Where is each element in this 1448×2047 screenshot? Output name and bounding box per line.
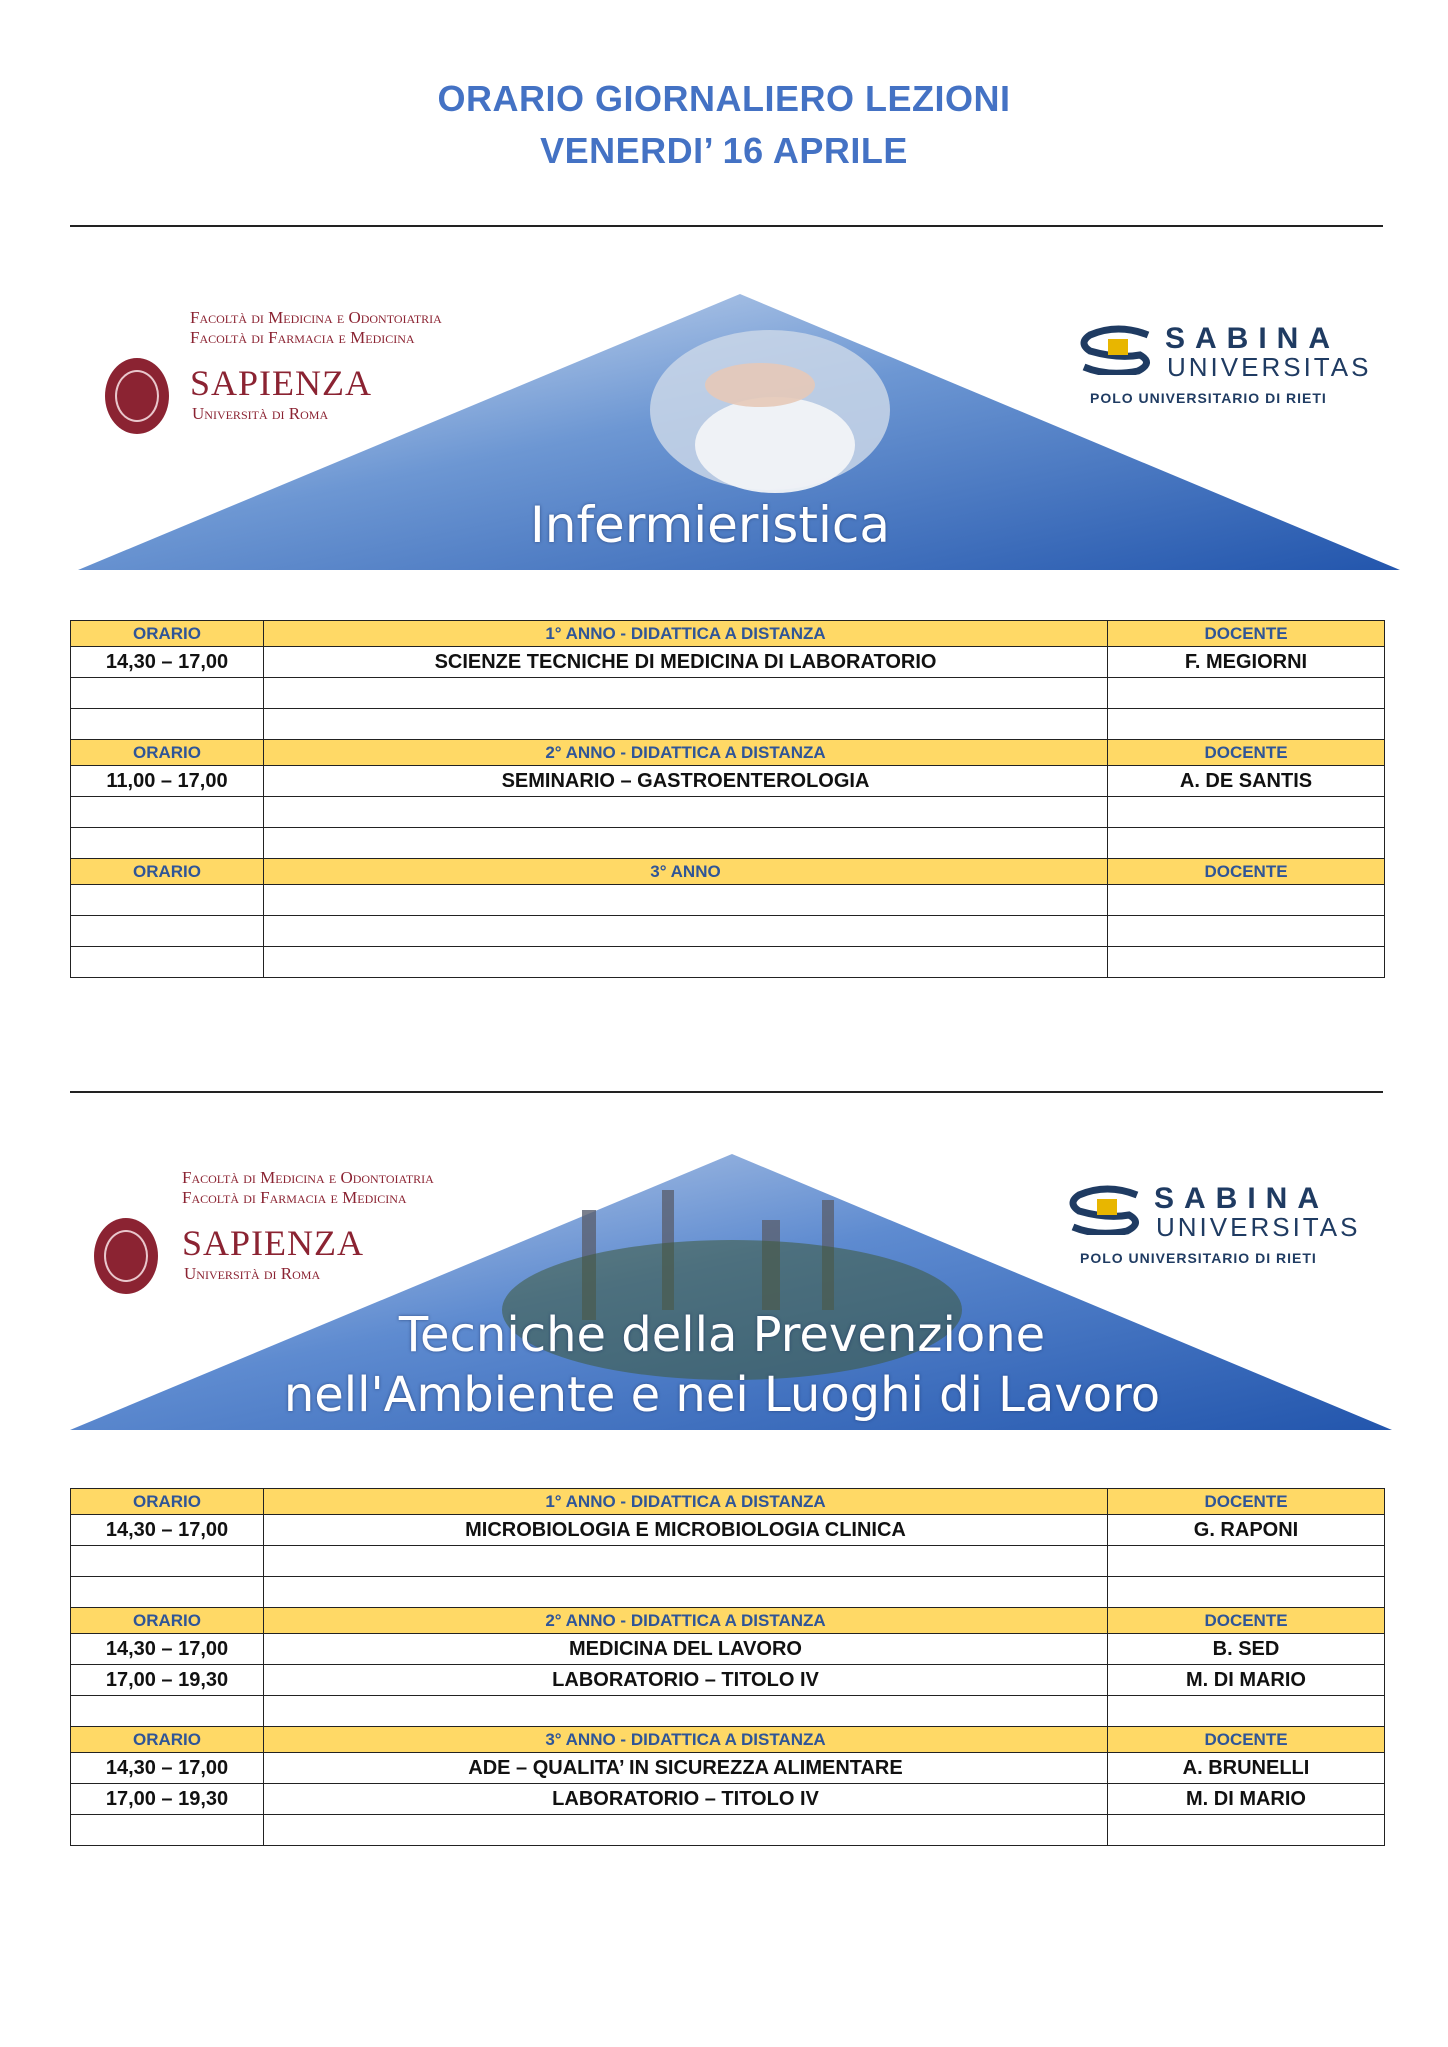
- table-row: [71, 678, 1385, 709]
- table-header-row: [71, 621, 1385, 647]
- docente-cell: A. BRUNELLI: [1108, 1753, 1385, 1784]
- materia-cell: SCIENZE TECNICHE DI MEDICINA DI LABORATORIO: [264, 647, 1108, 678]
- docente-cell: [1108, 828, 1385, 859]
- orario-header: ORARIO: [71, 740, 264, 766]
- table-header-row: [71, 1727, 1385, 1753]
- docente-cell: M. DI MARIO: [1108, 1784, 1385, 1815]
- materia-cell: [264, 828, 1108, 859]
- table-row: [71, 1634, 1385, 1665]
- docente-header: DOCENTE: [1108, 1608, 1385, 1634]
- polo-rieti-text: POLO UNIVERSITARIO DI RIETI: [1090, 390, 1327, 406]
- sapienza-seal-icon: [105, 358, 169, 434]
- docente-cell: [1108, 709, 1385, 740]
- table-header-row: [71, 1489, 1385, 1515]
- sabina-logo-text: SABINA: [1154, 1182, 1330, 1215]
- orario-cell: [71, 828, 264, 859]
- sapienza-logo-text: SAPIENZA: [190, 363, 373, 403]
- orario-header: ORARIO: [71, 859, 264, 885]
- orario-cell: [71, 1546, 264, 1577]
- table-row: [71, 1577, 1385, 1608]
- table-header-row: [71, 740, 1385, 766]
- sabina-logo-icon: [1067, 1185, 1147, 1235]
- table-row: [71, 828, 1385, 859]
- universitas-logo-text: UNIVERSITAS: [1167, 352, 1372, 382]
- docente-cell: [1108, 947, 1385, 978]
- table-row: [71, 885, 1385, 916]
- banner-infermieristica: [70, 290, 1400, 580]
- materia-cell: [264, 1577, 1108, 1608]
- materia-cell: [264, 1546, 1108, 1577]
- materia-cell: [264, 885, 1108, 916]
- orario-cell: [71, 709, 264, 740]
- orario-cell: 17,00 – 19,30: [71, 1784, 264, 1815]
- materia-cell: [264, 916, 1108, 947]
- universitas-logo-text: UNIVERSITAS: [1156, 1212, 1361, 1242]
- materia-cell: [264, 1815, 1108, 1846]
- table-row: [71, 797, 1385, 828]
- facolta-line-2: Facoltà di Farmacia e Medicina: [190, 328, 415, 347]
- materia-cell: [264, 947, 1108, 978]
- orario-cell: [71, 1815, 264, 1846]
- docente-cell: [1108, 1546, 1385, 1577]
- schedule-table-infermieristica: [70, 620, 1385, 978]
- orario-cell: [71, 797, 264, 828]
- docente-cell: B. SED: [1108, 1634, 1385, 1665]
- materia-cell: MEDICINA DEL LAVORO: [264, 1634, 1108, 1665]
- facolta-line-2: Facoltà di Farmacia e Medicina: [182, 1188, 407, 1207]
- table-row: [71, 1753, 1385, 1784]
- orario-cell: [71, 1577, 264, 1608]
- docente-cell: [1108, 1577, 1385, 1608]
- table-row: [71, 1546, 1385, 1577]
- docente-cell: [1108, 1815, 1385, 1846]
- materia-cell: SEMINARIO – GASTROENTEROLOGIA: [264, 766, 1108, 797]
- sapienza-seal-icon: [94, 1218, 158, 1294]
- table-row: [71, 1665, 1385, 1696]
- facolta-line-1: Facoltà di Medicina e Odontoiatria: [190, 308, 442, 327]
- materia-cell: MICROBIOLOGIA E MICROBIOLOGIA CLINICA: [264, 1515, 1108, 1546]
- anno-header: 1° ANNO - DIDATTICA A DISTANZA: [264, 1489, 1108, 1515]
- anno-header: 3° ANNO - DIDATTICA A DISTANZA: [264, 1727, 1108, 1753]
- divider-top: [70, 225, 1383, 227]
- table-header-row: [71, 859, 1385, 885]
- orario-header: ORARIO: [71, 1489, 264, 1515]
- course-title-line-1: Tecniche della Prevenzione: [398, 1307, 1046, 1363]
- docente-header: DOCENTE: [1108, 1727, 1385, 1753]
- course-title-line-1: Infermieristica: [530, 496, 890, 554]
- table-header-row: [71, 1608, 1385, 1634]
- table-row: [71, 647, 1385, 678]
- docente-header: DOCENTE: [1108, 859, 1385, 885]
- course-title-line-2: nell'Ambiente e nei Luoghi di Lavoro: [283, 1367, 1161, 1423]
- orario-cell: 14,30 – 17,00: [71, 647, 264, 678]
- docente-cell: [1108, 797, 1385, 828]
- docente-cell: G. RAPONI: [1108, 1515, 1385, 1546]
- orario-cell: [71, 916, 264, 947]
- table-row: [71, 1696, 1385, 1727]
- docente-cell: [1108, 1696, 1385, 1727]
- orario-cell: [71, 678, 264, 709]
- docente-cell: [1108, 916, 1385, 947]
- orario-cell: 17,00 – 19,30: [71, 1665, 264, 1696]
- divider-middle: [70, 1091, 1383, 1093]
- docente-cell: [1108, 885, 1385, 916]
- orario-header: ORARIO: [71, 1727, 264, 1753]
- docente-cell: M. DI MARIO: [1108, 1665, 1385, 1696]
- orario-cell: 14,30 – 17,00: [71, 1634, 264, 1665]
- facolta-line-1: Facoltà di Medicina e Odontoiatria: [182, 1168, 434, 1187]
- table-row: [71, 1784, 1385, 1815]
- materia-cell: ADE – QUALITA’ IN SICUREZZA ALIMENTARE: [264, 1753, 1108, 1784]
- orario-cell: 14,30 – 17,00: [71, 1515, 264, 1546]
- materia-cell: [264, 1696, 1108, 1727]
- schedule-table-prevenzione: [70, 1488, 1385, 1846]
- anno-header: 2° ANNO - DIDATTICA A DISTANZA: [264, 1608, 1108, 1634]
- banner-tecniche-prevenzione: [62, 1150, 1392, 1440]
- sapienza-subtitle: Università di Roma: [184, 1264, 321, 1283]
- orario-cell: [71, 885, 264, 916]
- materia-cell: [264, 709, 1108, 740]
- page-title: ORARIO GIORNALIERO LEZIONI: [437, 78, 1011, 119]
- table-row: [71, 947, 1385, 978]
- orario-cell: [71, 947, 264, 978]
- sabina-logo-text: SABINA: [1165, 322, 1341, 355]
- table-row: [71, 709, 1385, 740]
- docente-header: DOCENTE: [1108, 621, 1385, 647]
- polo-rieti-text: POLO UNIVERSITARIO DI RIETI: [1080, 1250, 1317, 1266]
- materia-cell: [264, 678, 1108, 709]
- table-row: [71, 766, 1385, 797]
- sapienza-logo-text: SAPIENZA: [182, 1223, 365, 1263]
- orario-cell: 11,00 – 17,00: [71, 766, 264, 797]
- orario-cell: 14,30 – 17,00: [71, 1753, 264, 1784]
- sabina-logo-icon: [1078, 325, 1158, 375]
- materia-cell: LABORATORIO – TITOLO IV: [264, 1784, 1108, 1815]
- docente-cell: F. MEGIORNI: [1108, 647, 1385, 678]
- materia-cell: [264, 797, 1108, 828]
- docente-header: DOCENTE: [1108, 740, 1385, 766]
- anno-header: 2° ANNO - DIDATTICA A DISTANZA: [264, 740, 1108, 766]
- page-subtitle-date: VENERDI’ 16 APRILE: [540, 130, 908, 171]
- orario-header: ORARIO: [71, 1608, 264, 1634]
- sapienza-subtitle: Università di Roma: [192, 404, 329, 423]
- orario-header: ORARIO: [71, 621, 264, 647]
- docente-header: DOCENTE: [1108, 1489, 1385, 1515]
- docente-cell: [1108, 678, 1385, 709]
- materia-cell: LABORATORIO – TITOLO IV: [264, 1665, 1108, 1696]
- table-row: [71, 1815, 1385, 1846]
- orario-cell: [71, 1696, 264, 1727]
- anno-header: 3° ANNO: [264, 859, 1108, 885]
- table-row: [71, 916, 1385, 947]
- anno-header: 1° ANNO - DIDATTICA A DISTANZA: [264, 621, 1108, 647]
- table-row: [71, 1515, 1385, 1546]
- docente-cell: A. DE SANTIS: [1108, 766, 1385, 797]
